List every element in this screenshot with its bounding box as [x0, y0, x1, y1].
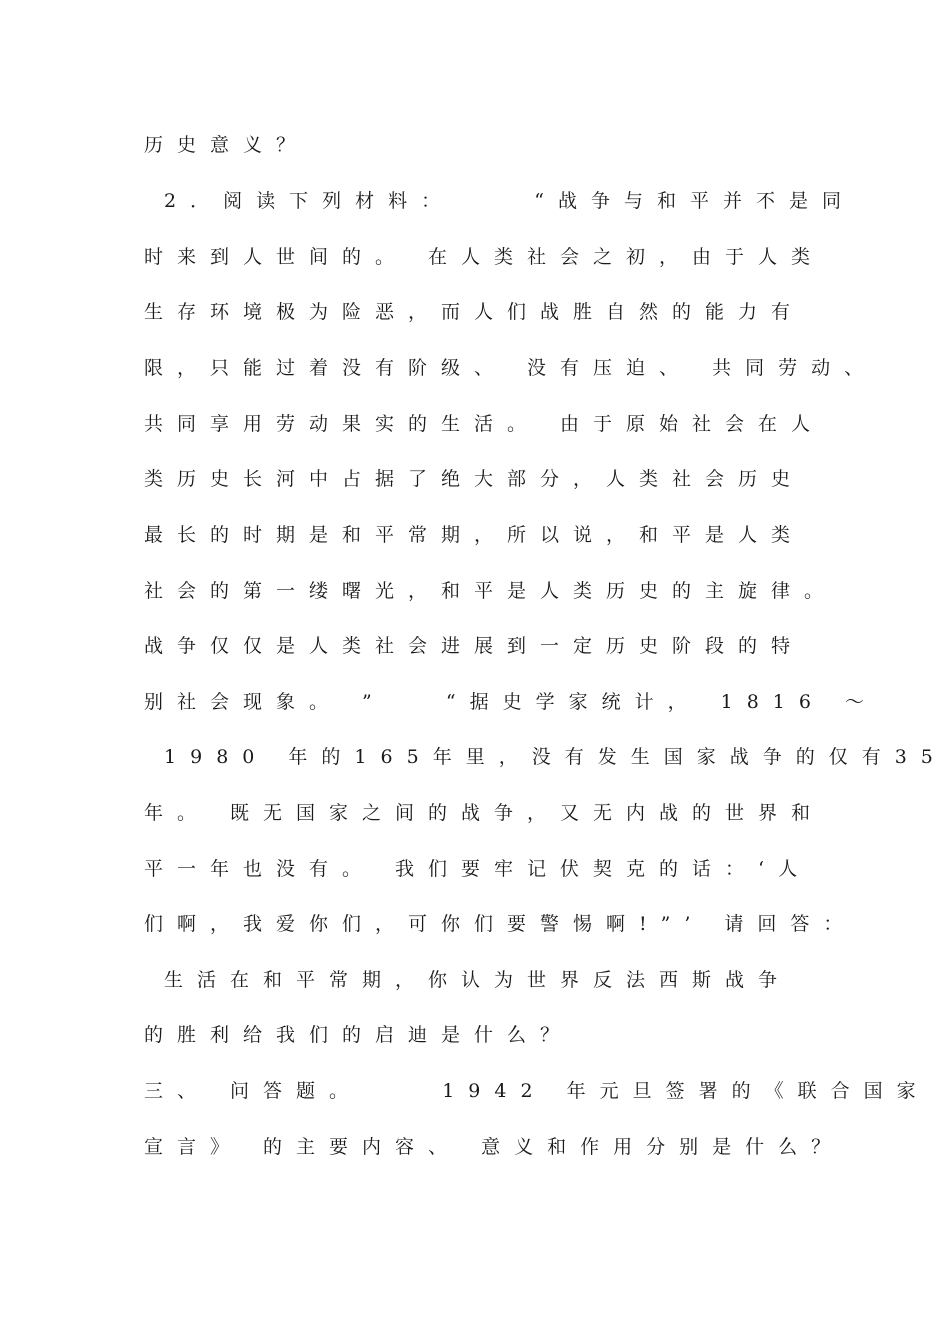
text-line: 生活在和平常期，你认为世界反法西斯战争 [144, 969, 792, 991]
text-line: 平一年也没有。 我们要牢记伏契克的话：‘人 [144, 858, 812, 880]
text-line: 生存环境极为险恶，而人们战胜自然的能力有 [144, 301, 805, 323]
text-line: 们啊，我爱你们，可你们要警惕啊!”’ 请回答： [144, 913, 857, 935]
text-line: 限，只能过着没有阶级、 没有压迫、 共同劳动、 [144, 357, 878, 379]
text-line: 时来到人世间的。 在人类社会之初，由于人类 [144, 246, 825, 268]
text-line: 最长的时期是和平常期，所以说，和平是人类 [144, 524, 805, 546]
text-line: 别社会现象。 ” “据史学家统计， 1816 ～ [144, 691, 879, 713]
text-line: 2．阅读下列材料： “战争与和平并不是同 [144, 190, 856, 212]
text-line: 的胜利给我们的启迪是什么？ [144, 1024, 574, 1046]
text-line: 社会的第一缕曙光，和平是人类历史的主旋律。 [144, 580, 838, 602]
text-line: 三、 问答题。 1942 年元旦签署的《联合国家 [144, 1080, 930, 1102]
text-line: 类历史长河中占据了绝大部分，人类社会历史 [144, 468, 805, 490]
text-line: 年。 既无国家之间的战争，又无内战的世界和 [144, 802, 825, 824]
text-line: 1980 年的165年里，没有发生国家战争的仅有35 [144, 746, 947, 768]
text-line: 共同享用劳动果实的生活。 由于原始社会在人 [144, 413, 825, 435]
text-line: 宣言》 的主要内容、 意义和作用分别是什么？ [144, 1136, 845, 1158]
text-line: 战争仅仅是人类社会进展到一定历史阶段的特 [144, 635, 805, 657]
text-line: 历史意义？ [144, 134, 310, 156]
